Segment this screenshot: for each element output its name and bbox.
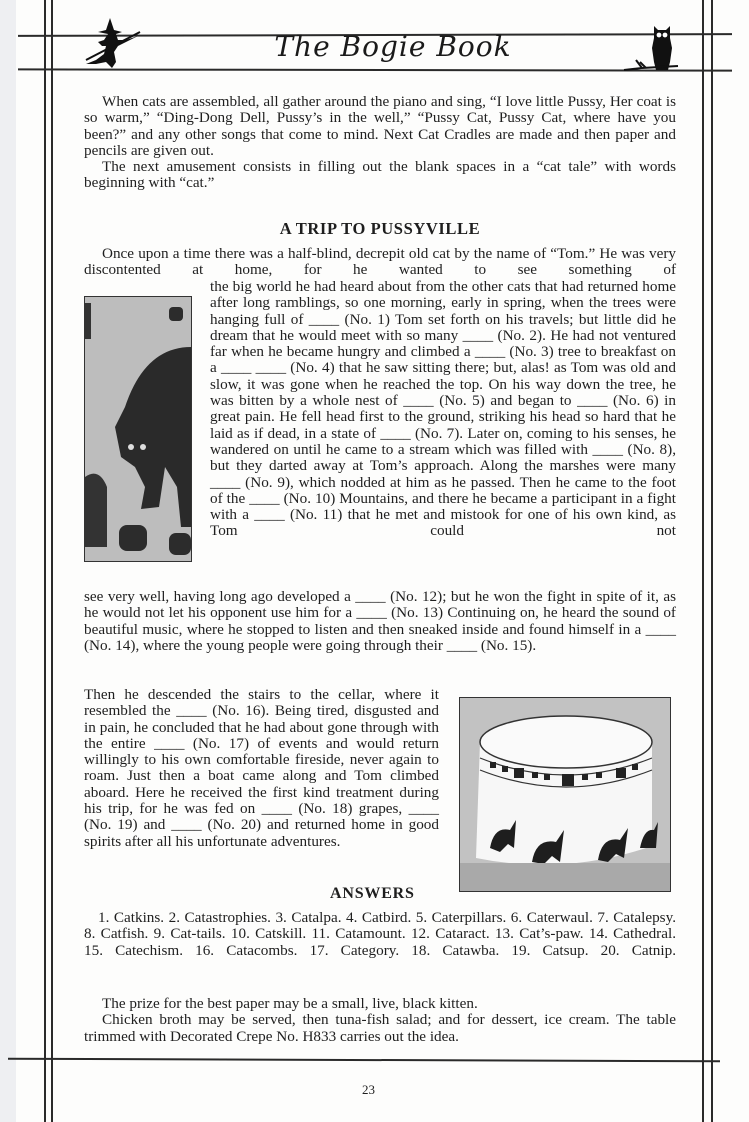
- footer-rule: [8, 1058, 720, 1062]
- answers-text: 1. Catkins. 2. Catastrophies. 3. Catalpa. 4. Catbird. 5. Caterpillars. 6. Caterwaul. 7. Catalepsy. 8. Catfish. 9. Cat-tails. 10. Catskill. 11. Catamount. 12. Cataract. 13. Cat’s-paw. 14. Cathedral. 15. Catechism. 16. Catacombs. 17. Category. 18. Catawba. 19. Catsup. 20. Catnip.: [84, 909, 676, 959]
- closing-paragraph: Chicken broth may be served, then tuna-fish salad; and for dessert, ice cream. The table trimmed with Decorated Crepe No. H833 carries out the idea.: [84, 1011, 676, 1045]
- page-header-title: The Bogie Book: [274, 30, 512, 63]
- border-line-right-outer: [711, 0, 713, 1122]
- closing-paragraph: The prize for the best paper may be a small, live, black kitten.: [102, 995, 478, 1012]
- decorated-cat-table-illustration: [459, 697, 671, 892]
- intro-paragraph: The next amusement consists in filling out the blank spaces in a “cat tale” with words beginning with “cat.”: [84, 158, 676, 192]
- black-cats-illustration: [84, 296, 192, 562]
- story-text: [84, 687, 439, 850]
- story-text: [84, 246, 676, 279]
- owl-on-branch-icon: [622, 22, 682, 80]
- story-text: [84, 589, 676, 654]
- border-line-right-inner: [702, 0, 704, 1122]
- intro-paragraph: When cats are assembled, all gather around the piano and sing, “I love little Pussy, Her coat is so warm,” “Ding-Dong Dell, Pussy’s in the well,” “Pussy Cat, Pussy Cat, where have you been?” and any other songs that come to mind. Next Cat Cradles are made and then paper and pencils are given out.: [84, 93, 676, 159]
- story-paragraph-continue: see very well, having long ago developed a ____ (No. 12); but he won the fight in spite of it, as he would not let his opponent use him for a ____ (No. 13) Continuing on, he heard the sound of beautiful music, where he stopped to listen and then sneaked inside and found himself in a ____ (No. 14), where the young people were going through their ____ (No. 15).: [84, 588, 676, 654]
- witch-on-broomstick-icon: [82, 16, 142, 76]
- intro-section: [84, 94, 676, 192]
- story-paragraph-wrap: the big world he had heard about from the other cats that had returned home after long ramblings, so one morning, early in spring, when the trees were hanging full of ____ (No. 1) Tom set forth on his travels; but little did he dream that he would meet with so many ____ (No. 2). He had not ventured far when he became hungry and climbed a ____ (No. 3) tree to breakfast on a ____ ____ (No. 4) that he saw sitting there; but, alas! as Tom was old and slow, it was gone when he reached the top. On his way down the tree, he was bitten by a whole nest of ____ (No. 5) and began to ____ (No. 6) in great pain. He fell head first to the ground, striking his head so hard that he laid as if dead, in a state of ____ (No. 7). Later on, coming to his senses, he wandered on until he came to a stream which was filled with ____ (No. 8), but they darted away at Tom’s approach. Along the marshes were many ____ (No. 9), which nodded at him as he passed. Then he came to the foot of the ____ (No. 10) Mountains, and there he became a participant in a fight with a ____ (No. 11) that he met and mistook for one of his own kind, as Tom could not: [210, 278, 676, 540]
- border-line-left-outer: [44, 0, 46, 1122]
- story-title: A TRIP TO PUSSYVILLE: [279, 219, 481, 238]
- page-number: 23: [362, 1082, 375, 1097]
- scan-margin: [0, 0, 16, 1122]
- closing-section: [84, 996, 676, 1045]
- border-line-left-inner: [51, 0, 53, 1122]
- story-text: [210, 279, 676, 540]
- answers-list: [84, 910, 676, 959]
- story-paragraph-end: Then he descended the stairs to the cellar, where it resembled the ____ (No. 16). Being tired, disgusted and in pain, he concluded that he had about gone through with the entire ____ (No. 17) of events and would return willingly to his own comfortable fireside, never again to roam. Just then a boat came along and Tom climbed aboard. Here he received the first kind treatment during his trip, for he was fed on ____ (No. 18) grapes, ____ (No. 19) and ____ (No. 20) and returned home in good spirits after all his unfortunate adventures.: [84, 686, 439, 850]
- answers-title: ANSWERS: [330, 885, 415, 902]
- story-paragraph-start: Once upon a time there was a half-blind, decrepit old cat by the name of “Tom.” He was very discontented at home, for he wanted to see something of: [84, 245, 676, 279]
